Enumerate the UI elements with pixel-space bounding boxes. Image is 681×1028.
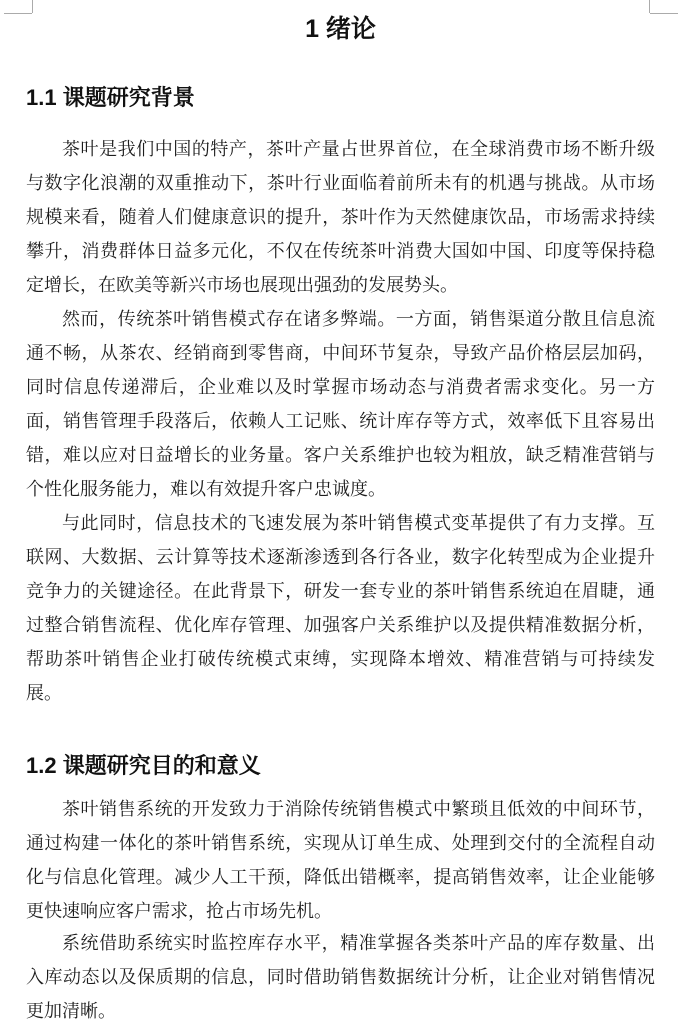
page-content xyxy=(26,0,655,1028)
paragraph-purpose-1: 茶叶销售系统的开发致力于消除传统销售模式中繁琐且低效的中间环节，通过构建一体化的茶叶销售系统，实现从订单生成、处理到交付的全流程自动化与信息化管理。减少人工干预，降低出错概率，提高销售效率，让企业能够更快速响应客户需求，抢占市场先机。 xyxy=(26,799,655,921)
section-heading-1-2: 1.2 课题研究目的和意义 xyxy=(26,753,261,778)
paragraph-background-3: 与此同时，信息技术的飞速发展为茶叶销售模式变革提供了有力支撑。互联网、大数据、云计算等技术逐渐渗透到各行各业，数字化转型成为企业提升竞争力的关键途径。在此背景下，研发一套专业的茶叶销售系统迫在眉睫，通过整合销售流程、优化库存管理、加强客户关系维护以及提供精准数据分析，帮助茶叶销售企业打破传统模式束缚，实现降本增效、精准营销与可持续发展。 xyxy=(26,513,655,703)
paragraph-background-2: 然而，传统茶叶销售模式存在诸多弊端。一方面，销售渠道分散且信息流通不畅，从茶农、经销商到零售商，中间环节复杂，导致产品价格层层加码，同时信息传递滞后，企业难以及时掌握市场动态与消费者需求变化。另一方面，销售管理手段落后，依赖人工记账、统计库存等方式，效率低下且容易出错，难以应对日益增长的业务量。客户关系维护也较为粗放，缺乏精准营销与个性化服务能力，难以有效提升客户忠诚度。 xyxy=(26,309,655,499)
paragraph-purpose-2: 系统借助系统实时监控库存水平，精准掌握各类茶叶产品的库存数量、出入库动态以及保质期的信息，同时借助销售数据统计分析，让企业对销售情况更加清晰。 xyxy=(26,933,655,1021)
section-heading-1-1: 1.1 课题研究背景 xyxy=(26,85,195,110)
paragraph-background-1: 茶叶是我们中国的特产，茶叶产量占世界首位，在全球消费市场不断升级与数字化浪潮的双重推动下，茶叶行业面临着前所未有的机遇与挑战。从市场规模来看，随着人们健康意识的提升，茶叶作为天然健康饮品，市场需求持续攀升，消费群体日益多元化，不仅在传统茶叶消费大国如中国、印度等保持稳定增长，在欧美等新兴市场也展现出强劲的发展势头。 xyxy=(26,139,655,295)
chapter-title: 1 绪论 xyxy=(305,15,376,43)
